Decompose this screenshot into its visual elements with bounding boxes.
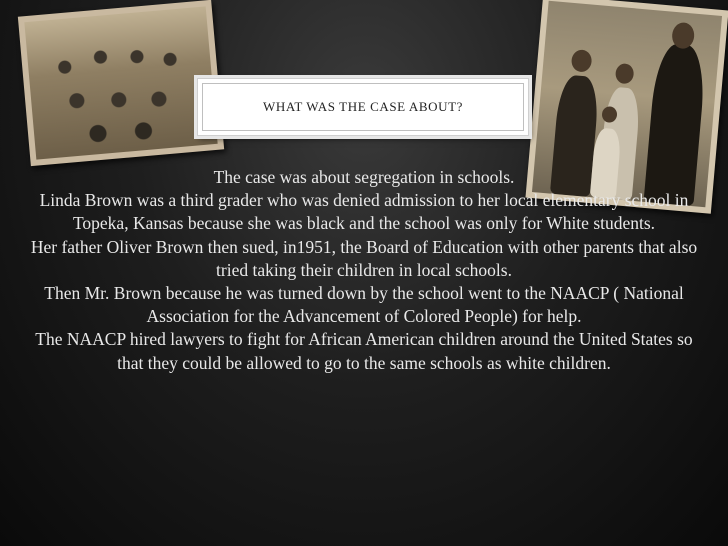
paragraph-oliver-brown: Her father Oliver Brown then sued, in1951, the Board of Education with other parents that also tried taking their children in local schools. [30, 236, 698, 280]
body-text [28, 166, 700, 375]
photo-head-woman [571, 49, 593, 73]
paragraph-linda-brown: Linda Brown was a third grader who was denied admission to her local elementary school in Topeka, Kansas because she was black and the school was only for White students. [39, 190, 689, 234]
paragraph-naacp-lawyers: The NAACP hired lawyers to fight for African American children around the United States so that they could be allowed to go to the same schools as white children. [35, 329, 693, 373]
paragraph-intro: The case was about segregation in schools. [213, 167, 515, 187]
photo-head-man [671, 22, 695, 50]
classroom-photo [18, 0, 224, 166]
title-box [197, 78, 529, 136]
slide-title: WHAT WAS THE CASE ABOUT? [262, 99, 464, 114]
photo-head-girl [615, 63, 635, 84]
classroom-photo-image [24, 6, 217, 159]
paragraph-naacp-appeal: Then Mr. Brown because he was turned down by the school went to the NAACP ( National Association for the Advancement of Colored People) for help. [44, 283, 684, 327]
